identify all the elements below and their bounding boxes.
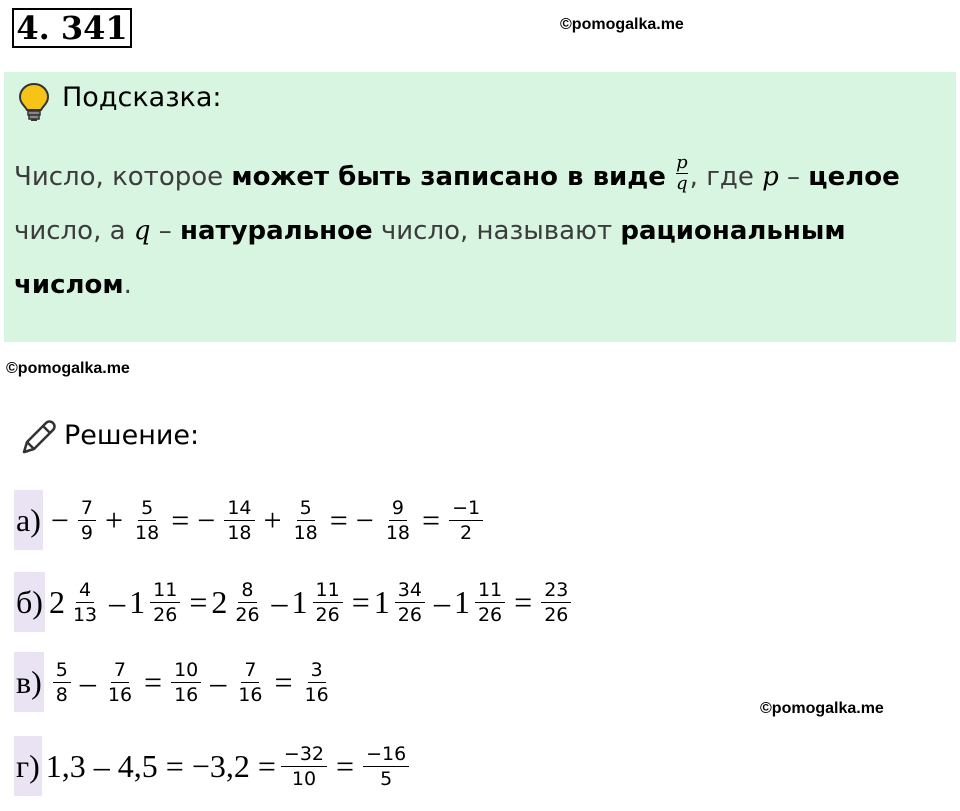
watermark-bottom: ©pomogalka.me bbox=[760, 700, 884, 717]
row-label: а) bbox=[14, 490, 43, 550]
fraction: $\frac{7}{9}$ bbox=[78, 496, 96, 545]
fraction: $\frac{23}{26}$ bbox=[541, 578, 571, 627]
solution-row-c: в) $\frac{5}{8}$ – $\frac{7}{16}$ = $\frac{10}{16}$ – $\frac{7}{16}$ = $\frac{3}{16}$ bbox=[14, 652, 337, 712]
fraction: $\frac{7}{16}$ bbox=[238, 658, 263, 706]
row-label: в) bbox=[14, 652, 44, 712]
row-label: г) bbox=[14, 736, 42, 796]
fraction: $\frac{-16}{5}$ bbox=[363, 742, 409, 791]
fraction: $\frac{9}{18}$ bbox=[385, 496, 411, 544]
fraction: $\frac{8}{26}$ bbox=[235, 578, 260, 626]
fraction: $\frac{5}{18}$ bbox=[293, 496, 318, 544]
hint-title: Подсказка: bbox=[62, 82, 222, 113]
fraction: $\frac{14}{18}$ bbox=[224, 496, 254, 545]
fraction: $\frac{5}{8}$ bbox=[53, 658, 71, 707]
lightbulb-icon bbox=[18, 82, 50, 126]
solution-row-b: б) 2 $\frac{4}{13}$ – 1 $\frac{11}{26}$ = 2 $\frac{8}{26}$ – 1 $\frac{11}{26}$ = 1 $\frac{34}{26}$ – 1 $\frac{11}{26}$ = $\frac{23}{26}$ bbox=[14, 572, 576, 632]
fraction: $\frac{10}{16}$ bbox=[171, 658, 201, 707]
row-label: б) bbox=[14, 572, 45, 632]
solution-row-d: г) 1,3 – 4,5 = −3,2 = $\frac{-32}{10}$ = $\frac{-16}{5}$ bbox=[14, 736, 414, 796]
fraction: $\frac{5}{18}$ bbox=[135, 496, 160, 544]
pencil-icon bbox=[18, 418, 58, 462]
fraction: $\frac{7}{16}$ bbox=[107, 658, 133, 706]
fraction-p-q: $\frac{p}{q}$ bbox=[676, 152, 688, 194]
fraction: $\frac{-32}{10}$ bbox=[281, 742, 327, 791]
watermark-middle: ©pomogalka.me bbox=[6, 360, 130, 377]
fraction: $\frac{34}{26}$ bbox=[395, 578, 425, 627]
fraction: $\frac{3}{16}$ bbox=[304, 658, 329, 706]
fraction: $\frac{4}{13}$ bbox=[72, 578, 98, 626]
hint-text: Число, которое может быть записано в виде $\frac{p}{q}$ , где p – целое число, а q – натуральное число, называют рациональным числом. bbox=[14, 152, 900, 300]
exercise-number: 4. 341 bbox=[12, 8, 132, 48]
solution-row-a: а) − $\frac{7}{9}$ + $\frac{5}{18}$ = − $\frac{14}{18}$ + $\frac{5}{18}$ = − $\frac{9}{18}$ = $\frac{-1}{2}$ bbox=[14, 490, 488, 550]
solution-title: Решение: bbox=[64, 420, 200, 451]
fraction: $\frac{11}{26}$ bbox=[150, 578, 180, 627]
fraction: $\frac{11}{26}$ bbox=[313, 578, 343, 627]
fraction: $\frac{-1}{2}$ bbox=[449, 496, 483, 545]
fraction: $\frac{11}{26}$ bbox=[475, 578, 505, 627]
watermark-top: ©pomogalka.me bbox=[560, 16, 684, 33]
